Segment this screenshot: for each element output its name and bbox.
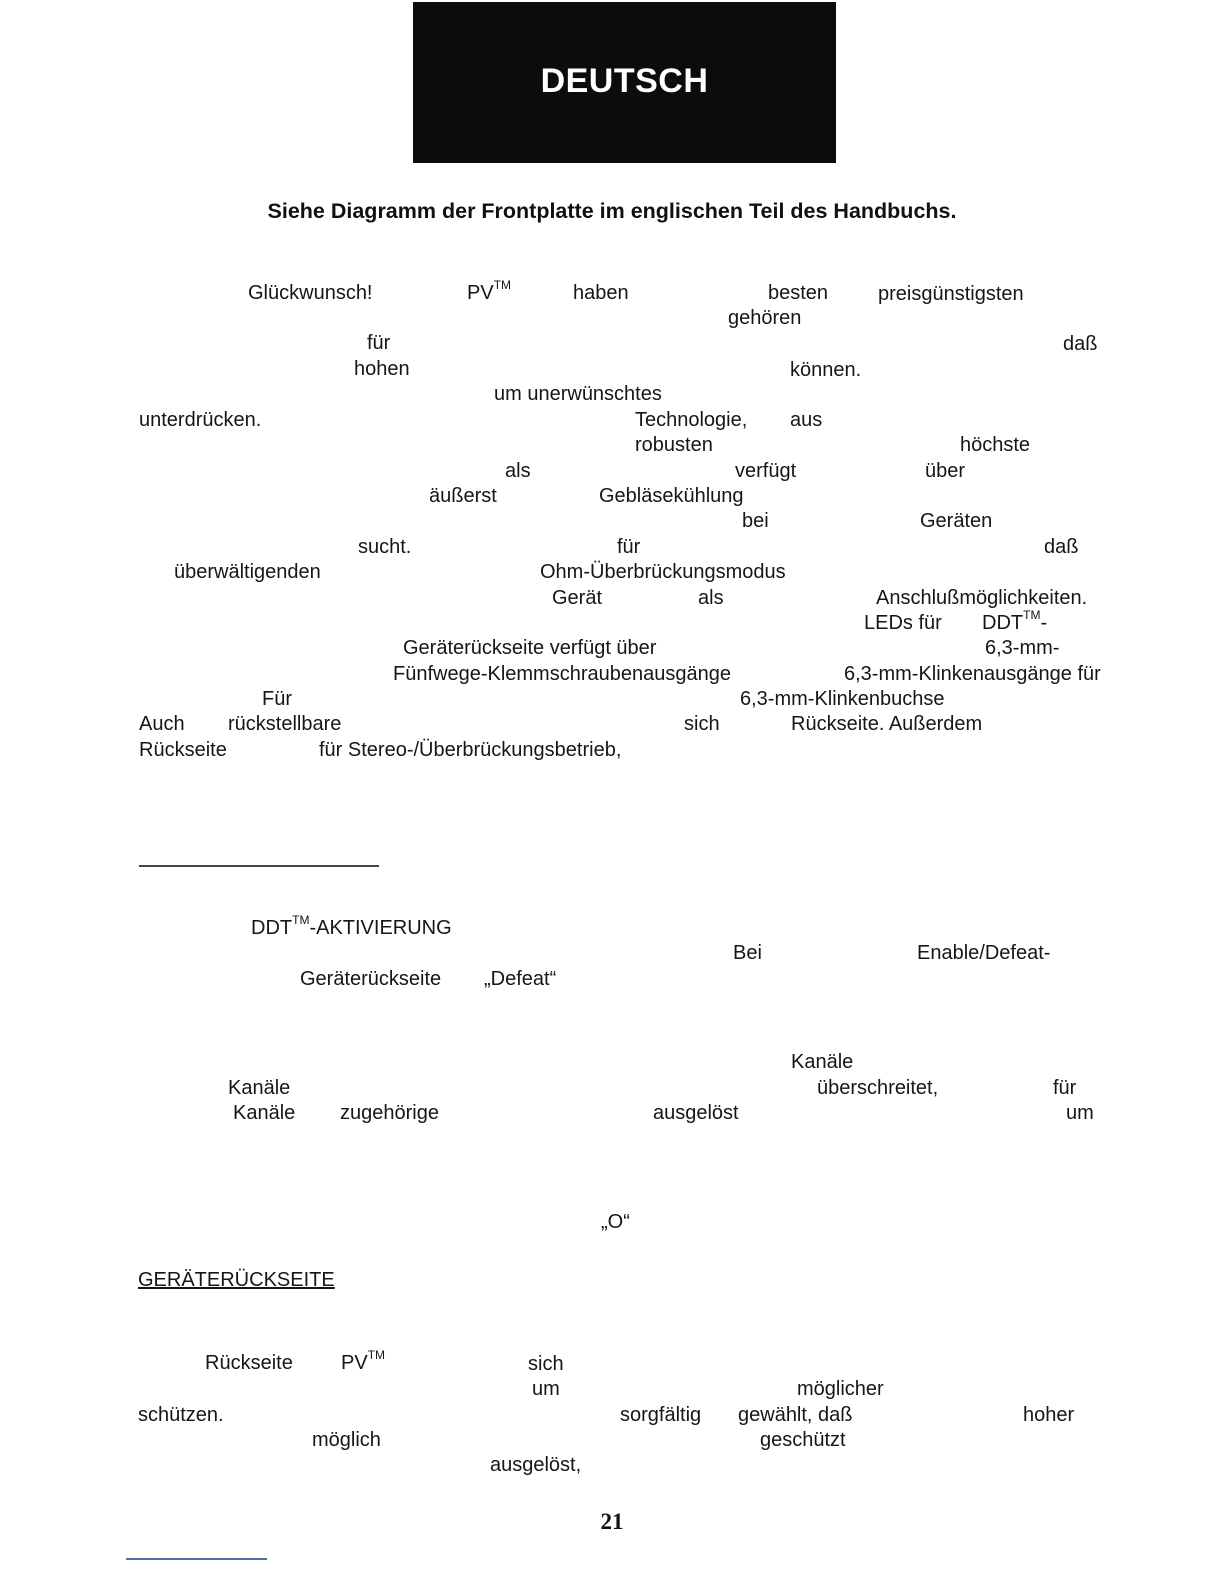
footer-rule <box>126 1558 267 1560</box>
word: „O“ <box>601 1211 630 1233</box>
word: als <box>698 587 724 609</box>
word: hoher <box>1023 1404 1075 1426</box>
word: gewählt, daß <box>738 1404 853 1426</box>
subtitle: Siehe Diagramm der Frontplatte im englischen Teil des Handbuchs. <box>267 199 957 223</box>
word: als <box>505 460 531 482</box>
word: über <box>925 460 966 482</box>
word: Geräterückseite verfügt über <box>403 637 657 659</box>
word: überwältigenden <box>174 561 321 583</box>
word: PV™ <box>467 278 512 304</box>
word: aus <box>790 409 823 431</box>
word: für <box>1053 1077 1077 1099</box>
page-number: 21 <box>600 1509 624 1534</box>
word: Kanäle <box>228 1077 291 1099</box>
word: robusten <box>635 434 713 456</box>
word: rückstellbare <box>228 713 342 735</box>
word: überschreitet, <box>817 1077 939 1099</box>
word: geschützt <box>760 1429 846 1451</box>
word: äußerst <box>429 485 497 507</box>
word: Technologie, <box>635 409 748 431</box>
rear-heading: GERÄTERÜCKSEITE <box>138 1269 335 1291</box>
word: DDT™- <box>982 608 1048 634</box>
word: Rückseite <box>139 739 227 761</box>
word: besten <box>768 282 829 304</box>
word: Fünfwege-Klemmschraubenausgänge <box>393 663 731 685</box>
word: LEDs für <box>864 612 942 634</box>
word: Gebläsekühlung <box>599 485 744 507</box>
word: um <box>1066 1102 1094 1124</box>
word: sich <box>684 713 720 735</box>
word: schützen. <box>138 1404 224 1426</box>
word: für <box>617 536 641 558</box>
word: möglich <box>312 1429 381 1451</box>
word: um unerwünschtes <box>494 383 662 405</box>
word: „Defeat“ <box>484 968 557 990</box>
word: Kanäle <box>791 1051 854 1073</box>
word: sucht. <box>358 536 412 558</box>
word: Kanäle <box>233 1102 296 1124</box>
section-divider <box>139 865 379 867</box>
word: unterdrücken. <box>139 409 262 431</box>
word: sich <box>528 1353 564 1375</box>
word: 6,3-mm-Klinkenausgänge für <box>844 663 1101 685</box>
word: ausgelöst <box>653 1102 739 1124</box>
word: Auch <box>139 713 185 735</box>
word: sorgfältig <box>620 1404 702 1426</box>
word: können. <box>790 359 862 381</box>
word: für Stereo-/Überbrückungsbetrieb, <box>319 739 622 761</box>
word: Gerät <box>552 587 603 609</box>
section-title: DEUTSCH <box>540 62 709 100</box>
word: PV™ <box>341 1348 386 1374</box>
word: preisgünstigsten <box>878 283 1024 305</box>
word: verfügt <box>735 460 797 482</box>
word: 6,3-mm-Klinkenbuchse <box>740 688 945 710</box>
word: 6,3-mm- <box>985 637 1060 659</box>
word: Rückseite. Außerdem <box>791 713 983 735</box>
word: hohen <box>354 358 410 380</box>
word: Rückseite <box>205 1352 293 1374</box>
word: ausgelöst, <box>490 1454 582 1476</box>
word: für <box>367 332 391 354</box>
section-header-banner <box>413 2 836 163</box>
word: Ohm-Überbrückungsmodus <box>540 561 786 583</box>
word: Glückwunsch! <box>248 282 373 304</box>
ddt-heading: DDT™-AKTIVIERUNG <box>251 913 452 939</box>
word: gehören <box>728 307 802 329</box>
word: daß <box>1044 536 1079 558</box>
word: möglicher <box>797 1378 884 1400</box>
word: Geräterückseite <box>300 968 442 990</box>
word: um <box>532 1378 560 1400</box>
word: Für <box>262 688 292 710</box>
word: Anschlußmöglichkeiten. <box>876 587 1088 609</box>
word: Bei <box>733 942 762 964</box>
word: bei <box>742 510 769 532</box>
word: haben <box>573 282 629 304</box>
word: Enable/Defeat- <box>917 942 1051 964</box>
word: zugehörige <box>340 1102 439 1124</box>
word: daß <box>1063 333 1098 355</box>
word: Geräten <box>920 510 993 532</box>
word: höchste <box>960 434 1031 456</box>
